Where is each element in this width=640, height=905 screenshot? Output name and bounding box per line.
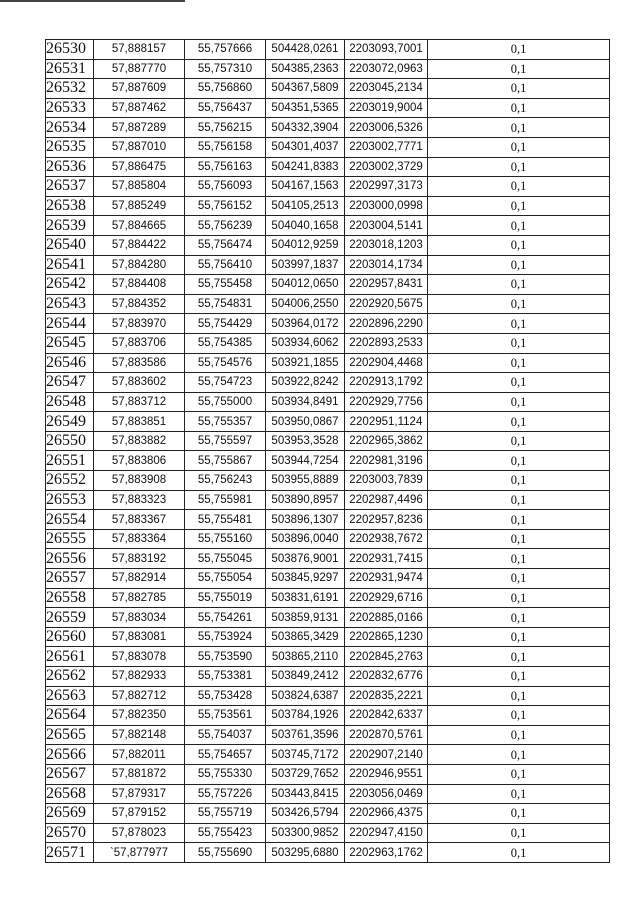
point-number-cell: 26539	[46, 216, 94, 236]
x-coordinate-cell: 503831,6191	[266, 588, 345, 608]
y-coordinate-cell: 2202885,0166	[345, 608, 428, 628]
latitude-cell: 57,883908	[94, 471, 185, 491]
point-number-cell: 26560	[46, 627, 94, 647]
longitude-cell: 55,756163	[185, 157, 266, 177]
x-coordinate-cell: 503443,8415	[266, 784, 345, 804]
accuracy-cell: 0,1	[428, 843, 610, 863]
latitude-cell: 57,883586	[94, 353, 185, 373]
longitude-cell: 55,756152	[185, 196, 266, 216]
longitude-cell: 55,756437	[185, 98, 266, 118]
point-number-cell: 26564	[46, 706, 94, 726]
table-row	[46, 216, 610, 236]
latitude-cell: 57,882148	[94, 725, 185, 745]
x-coordinate-cell: 503865,2110	[266, 647, 345, 667]
accuracy-cell: 0,1	[428, 294, 610, 314]
longitude-cell: 55,755597	[185, 431, 266, 451]
table-row	[46, 98, 610, 118]
table-row	[46, 647, 610, 667]
x-coordinate-cell: 503865,3429	[266, 627, 345, 647]
table-row	[46, 569, 610, 589]
longitude-cell: 55,755330	[185, 764, 266, 784]
point-number-cell: 26538	[46, 196, 94, 216]
y-coordinate-cell: 2202938,7672	[345, 529, 428, 549]
y-coordinate-cell: 2203004,5141	[345, 216, 428, 236]
longitude-cell: 55,755458	[185, 275, 266, 295]
accuracy-cell: 0,1	[428, 490, 610, 510]
latitude-cell: 57,883081	[94, 627, 185, 647]
table-row	[46, 686, 610, 706]
latitude-cell: 57,884280	[94, 255, 185, 275]
table-row	[46, 157, 610, 177]
accuracy-cell: 0,1	[428, 333, 610, 353]
point-number-cell: 26550	[46, 431, 94, 451]
y-coordinate-cell: 2202896,2290	[345, 314, 428, 334]
table-row	[46, 196, 610, 216]
longitude-cell: 55,754037	[185, 725, 266, 745]
table-row	[46, 843, 610, 863]
x-coordinate-cell: 504012,9259	[266, 235, 345, 255]
point-number-cell: 26557	[46, 569, 94, 589]
accuracy-cell: 0,1	[428, 353, 610, 373]
latitude-cell: 57,887609	[94, 79, 185, 99]
point-number-cell: 26549	[46, 412, 94, 432]
accuracy-cell: 0,1	[428, 823, 610, 843]
x-coordinate-cell: 504351,5365	[266, 98, 345, 118]
longitude-cell: 55,754429	[185, 314, 266, 334]
y-coordinate-cell: 2202893,2533	[345, 333, 428, 353]
latitude-cell: 57,888157	[94, 40, 185, 60]
x-coordinate-cell: 503953,3528	[266, 431, 345, 451]
y-coordinate-cell: 2202929,6716	[345, 588, 428, 608]
y-coordinate-cell: 2203056,0469	[345, 784, 428, 804]
latitude-cell: 57,882785	[94, 588, 185, 608]
accuracy-cell: 0,1	[428, 510, 610, 530]
table-row	[46, 294, 610, 314]
latitude-cell: 57,883970	[94, 314, 185, 334]
latitude-cell: 57,885249	[94, 196, 185, 216]
table-row	[46, 745, 610, 765]
table-row	[46, 588, 610, 608]
x-coordinate-cell: 504040,1658	[266, 216, 345, 236]
longitude-cell: 55,756474	[185, 235, 266, 255]
latitude-cell: 57,883192	[94, 549, 185, 569]
latitude-cell: 57,879152	[94, 804, 185, 824]
latitude-cell: 57,883706	[94, 333, 185, 353]
table-row	[46, 373, 610, 393]
point-number-cell: 26532	[46, 79, 94, 99]
table-row	[46, 177, 610, 197]
x-coordinate-cell: 503859,9131	[266, 608, 345, 628]
latitude-cell: 57,878023	[94, 823, 185, 843]
point-number-cell: 26555	[46, 529, 94, 549]
table-row	[46, 451, 610, 471]
table-row	[46, 137, 610, 157]
longitude-cell: 55,753561	[185, 706, 266, 726]
accuracy-cell: 0,1	[428, 569, 610, 589]
longitude-cell: 55,757226	[185, 784, 266, 804]
accuracy-cell: 0,1	[428, 627, 610, 647]
longitude-cell: 55,754261	[185, 608, 266, 628]
y-coordinate-cell: 2202865,1230	[345, 627, 428, 647]
y-coordinate-cell: 2203006,5326	[345, 118, 428, 138]
accuracy-cell: 0,1	[428, 177, 610, 197]
y-coordinate-cell: 2203072,0963	[345, 59, 428, 79]
table-row	[46, 79, 610, 99]
y-coordinate-cell: 2203019,9004	[345, 98, 428, 118]
x-coordinate-cell: 503876,9001	[266, 549, 345, 569]
y-coordinate-cell: 2203002,3729	[345, 157, 428, 177]
y-coordinate-cell: 2202920,5675	[345, 294, 428, 314]
point-number-cell: 26531	[46, 59, 94, 79]
accuracy-cell: 0,1	[428, 235, 610, 255]
latitude-cell: 57,884665	[94, 216, 185, 236]
longitude-cell: 55,753428	[185, 686, 266, 706]
accuracy-cell: 0,1	[428, 471, 610, 491]
point-number-cell: 26546	[46, 353, 94, 373]
point-number-cell: 26558	[46, 588, 94, 608]
accuracy-cell: 0,1	[428, 764, 610, 784]
table-row	[46, 608, 610, 628]
x-coordinate-cell: 504332,3904	[266, 118, 345, 138]
point-number-cell: 26537	[46, 177, 94, 197]
x-coordinate-cell: 503896,1307	[266, 510, 345, 530]
accuracy-cell: 0,1	[428, 373, 610, 393]
point-number-cell: 26545	[46, 333, 94, 353]
longitude-cell: 55,753590	[185, 647, 266, 667]
point-number-cell: 26565	[46, 725, 94, 745]
y-coordinate-cell: 2202904,4468	[345, 353, 428, 373]
longitude-cell: 55,755481	[185, 510, 266, 530]
point-number-cell: 26548	[46, 392, 94, 412]
x-coordinate-cell: 504301,4037	[266, 137, 345, 157]
longitude-cell: 55,755719	[185, 804, 266, 824]
latitude-cell: 57,882011	[94, 745, 185, 765]
latitude-cell: 57,883712	[94, 392, 185, 412]
table-row	[46, 725, 610, 745]
longitude-cell: 55,756239	[185, 216, 266, 236]
x-coordinate-cell: 503426,5794	[266, 804, 345, 824]
accuracy-cell: 0,1	[428, 588, 610, 608]
longitude-cell: 55,756860	[185, 79, 266, 99]
latitude-cell: 57,883078	[94, 647, 185, 667]
x-coordinate-cell: 503921,1855	[266, 353, 345, 373]
accuracy-cell: 0,1	[428, 98, 610, 118]
latitude-cell: 57,882350	[94, 706, 185, 726]
table-row	[46, 549, 610, 569]
longitude-cell: 55,754385	[185, 333, 266, 353]
x-coordinate-cell: 504105,2513	[266, 196, 345, 216]
table-row	[46, 314, 610, 334]
longitude-cell: 55,756410	[185, 255, 266, 275]
accuracy-cell: 0,1	[428, 549, 610, 569]
table-row	[46, 235, 610, 255]
y-coordinate-cell: 2202957,8431	[345, 275, 428, 295]
table-row	[46, 529, 610, 549]
latitude-cell: 57,884408	[94, 275, 185, 295]
accuracy-cell: 0,1	[428, 745, 610, 765]
accuracy-cell: 0,1	[428, 706, 610, 726]
x-coordinate-cell: 503745,7172	[266, 745, 345, 765]
y-coordinate-cell: 2202913,1792	[345, 373, 428, 393]
accuracy-cell: 0,1	[428, 725, 610, 745]
x-coordinate-cell: 503896,0040	[266, 529, 345, 549]
x-coordinate-cell: 504006,2550	[266, 294, 345, 314]
point-number-cell: 26541	[46, 255, 94, 275]
point-number-cell: 26542	[46, 275, 94, 295]
x-coordinate-cell: 503922,8242	[266, 373, 345, 393]
accuracy-cell: 0,1	[428, 804, 610, 824]
accuracy-cell: 0,1	[428, 216, 610, 236]
y-coordinate-cell: 2202965,3862	[345, 431, 428, 451]
longitude-cell: 55,754723	[185, 373, 266, 393]
accuracy-cell: 0,1	[428, 667, 610, 687]
longitude-cell: 55,756243	[185, 471, 266, 491]
x-coordinate-cell: 504012,0650	[266, 275, 345, 295]
accuracy-cell: 0,1	[428, 451, 610, 471]
x-coordinate-cell: 503729,7652	[266, 764, 345, 784]
point-number-cell: 26533	[46, 98, 94, 118]
accuracy-cell: 0,1	[428, 275, 610, 295]
latitude-cell: 57,882933	[94, 667, 185, 687]
point-number-cell: 26552	[46, 471, 94, 491]
table-row	[46, 40, 610, 60]
y-coordinate-cell: 2202907,2140	[345, 745, 428, 765]
table-row	[46, 667, 610, 687]
table-row	[46, 471, 610, 491]
y-coordinate-cell: 2202931,9474	[345, 569, 428, 589]
longitude-cell: 55,753381	[185, 667, 266, 687]
point-number-cell: 26544	[46, 314, 94, 334]
y-coordinate-cell: 2203018,1203	[345, 235, 428, 255]
table-row	[46, 275, 610, 295]
latitude-cell: 57,884422	[94, 235, 185, 255]
latitude-cell: 57,883367	[94, 510, 185, 530]
table-row	[46, 118, 610, 138]
latitude-cell: 57,883882	[94, 431, 185, 451]
table-row	[46, 510, 610, 530]
x-coordinate-cell: 503295,6880	[266, 843, 345, 863]
latitude-cell: 57,883364	[94, 529, 185, 549]
point-number-cell: 26543	[46, 294, 94, 314]
table-row	[46, 353, 610, 373]
y-coordinate-cell: 2202997,3173	[345, 177, 428, 197]
x-coordinate-cell: 503890,8957	[266, 490, 345, 510]
longitude-cell: 55,755160	[185, 529, 266, 549]
latitude-cell: 57,883602	[94, 373, 185, 393]
table-row	[46, 784, 610, 804]
x-coordinate-cell: 503849,2412	[266, 667, 345, 687]
accuracy-cell: 0,1	[428, 118, 610, 138]
coordinates-table	[45, 39, 610, 863]
table-row	[46, 823, 610, 843]
accuracy-cell: 0,1	[428, 137, 610, 157]
longitude-cell: 55,754576	[185, 353, 266, 373]
y-coordinate-cell: 2202963,1762	[345, 843, 428, 863]
x-coordinate-cell: 503997,1837	[266, 255, 345, 275]
point-number-cell: 26535	[46, 137, 94, 157]
x-coordinate-cell: 504367,5809	[266, 79, 345, 99]
point-number-cell: 26559	[46, 608, 94, 628]
longitude-cell: 55,755000	[185, 392, 266, 412]
y-coordinate-cell: 2202929,7756	[345, 392, 428, 412]
accuracy-cell: 0,1	[428, 431, 610, 451]
point-number-cell: 26554	[46, 510, 94, 530]
y-coordinate-cell: 2202947,4150	[345, 823, 428, 843]
longitude-cell: 55,755357	[185, 412, 266, 432]
coordinates-table-body	[46, 40, 610, 863]
accuracy-cell: 0,1	[428, 647, 610, 667]
point-number-cell: 26571	[46, 843, 94, 863]
latitude-cell: 57,883806	[94, 451, 185, 471]
point-number-cell: 26568	[46, 784, 94, 804]
longitude-cell: 55,755423	[185, 823, 266, 843]
x-coordinate-cell: 503824,6387	[266, 686, 345, 706]
point-number-cell: 26556	[46, 549, 94, 569]
latitude-cell: 57,887770	[94, 59, 185, 79]
latitude-cell: 57,883034	[94, 608, 185, 628]
longitude-cell: 55,755981	[185, 490, 266, 510]
longitude-cell: 55,755690	[185, 843, 266, 863]
table-row	[46, 255, 610, 275]
point-number-cell: 26530	[46, 40, 94, 60]
y-coordinate-cell: 2202931,7415	[345, 549, 428, 569]
x-coordinate-cell: 504241,8383	[266, 157, 345, 177]
table-row	[46, 490, 610, 510]
longitude-cell: 55,755867	[185, 451, 266, 471]
point-number-cell: 26563	[46, 686, 94, 706]
latitude-cell: 57,882914	[94, 569, 185, 589]
y-coordinate-cell: 2202842,6337	[345, 706, 428, 726]
table-row	[46, 412, 610, 432]
latitude-cell: 57,883851	[94, 412, 185, 432]
x-coordinate-cell: 503784,1926	[266, 706, 345, 726]
x-coordinate-cell: 503964,0172	[266, 314, 345, 334]
accuracy-cell: 0,1	[428, 157, 610, 177]
accuracy-cell: 0,1	[428, 784, 610, 804]
longitude-cell: 55,755054	[185, 569, 266, 589]
point-number-cell: 26566	[46, 745, 94, 765]
table-row	[46, 333, 610, 353]
point-number-cell: 26534	[46, 118, 94, 138]
x-coordinate-cell: 504385,2363	[266, 59, 345, 79]
point-number-cell: 26562	[46, 667, 94, 687]
y-coordinate-cell: 2203014,1734	[345, 255, 428, 275]
point-number-cell: 26553	[46, 490, 94, 510]
y-coordinate-cell: 2203093,7001	[345, 40, 428, 60]
accuracy-cell: 0,1	[428, 196, 610, 216]
y-coordinate-cell: 2202946,9551	[345, 764, 428, 784]
point-number-cell: 26570	[46, 823, 94, 843]
point-number-cell: 26547	[46, 373, 94, 393]
longitude-cell: 55,757310	[185, 59, 266, 79]
latitude-cell: 57,887462	[94, 98, 185, 118]
accuracy-cell: 0,1	[428, 40, 610, 60]
table-row	[46, 431, 610, 451]
x-coordinate-cell: 504167,1563	[266, 177, 345, 197]
latitude-cell: 57,879317	[94, 784, 185, 804]
x-coordinate-cell: 503934,6062	[266, 333, 345, 353]
table-row	[46, 804, 610, 824]
accuracy-cell: 0,1	[428, 608, 610, 628]
accuracy-cell: 0,1	[428, 392, 610, 412]
point-number-cell: 26551	[46, 451, 94, 471]
y-coordinate-cell: 2202981,3196	[345, 451, 428, 471]
x-coordinate-cell: 503300,9852	[266, 823, 345, 843]
longitude-cell: 55,754657	[185, 745, 266, 765]
longitude-cell: 55,755045	[185, 549, 266, 569]
y-coordinate-cell: 2202951,1124	[345, 412, 428, 432]
table-row	[46, 627, 610, 647]
longitude-cell: 55,757666	[185, 40, 266, 60]
table-row	[46, 706, 610, 726]
x-coordinate-cell: 503944,7254	[266, 451, 345, 471]
y-coordinate-cell: 2203002,7771	[345, 137, 428, 157]
x-coordinate-cell: 503955,8889	[266, 471, 345, 491]
latitude-cell: 57,881872	[94, 764, 185, 784]
latitude-cell: 57,887010	[94, 137, 185, 157]
accuracy-cell: 0,1	[428, 59, 610, 79]
point-number-cell: 26536	[46, 157, 94, 177]
table-row	[46, 59, 610, 79]
y-coordinate-cell: 2202845,2763	[345, 647, 428, 667]
latitude-cell: 57,887289	[94, 118, 185, 138]
table-row	[46, 764, 610, 784]
latitude-cell: 57,884352	[94, 294, 185, 314]
x-coordinate-cell: 503761,3596	[266, 725, 345, 745]
x-coordinate-cell: 503934,8491	[266, 392, 345, 412]
latitude-cell: 57,882712	[94, 686, 185, 706]
y-coordinate-cell: 2202835,2221	[345, 686, 428, 706]
longitude-cell: 55,756158	[185, 137, 266, 157]
accuracy-cell: 0,1	[428, 314, 610, 334]
accuracy-cell: 0,1	[428, 529, 610, 549]
x-coordinate-cell: 503950,0867	[266, 412, 345, 432]
latitude-cell: `57,877977	[94, 843, 185, 863]
latitude-cell: 57,885804	[94, 177, 185, 197]
accuracy-cell: 0,1	[428, 412, 610, 432]
longitude-cell: 55,755019	[185, 588, 266, 608]
y-coordinate-cell: 2202832,6776	[345, 667, 428, 687]
longitude-cell: 55,756215	[185, 118, 266, 138]
y-coordinate-cell: 2203045,2134	[345, 79, 428, 99]
y-coordinate-cell: 2202966,4375	[345, 804, 428, 824]
latitude-cell: 57,886475	[94, 157, 185, 177]
longitude-cell: 55,756093	[185, 177, 266, 197]
header-rule	[0, 0, 185, 2]
longitude-cell: 55,754831	[185, 294, 266, 314]
y-coordinate-cell: 2202987,4496	[345, 490, 428, 510]
accuracy-cell: 0,1	[428, 686, 610, 706]
x-coordinate-cell: 504428,0261	[266, 40, 345, 60]
accuracy-cell: 0,1	[428, 255, 610, 275]
accuracy-cell: 0,1	[428, 79, 610, 99]
point-number-cell: 26567	[46, 764, 94, 784]
y-coordinate-cell: 2203000,0998	[345, 196, 428, 216]
y-coordinate-cell: 2202870,5761	[345, 725, 428, 745]
latitude-cell: 57,883323	[94, 490, 185, 510]
point-number-cell: 26569	[46, 804, 94, 824]
y-coordinate-cell: 2202957,8236	[345, 510, 428, 530]
x-coordinate-cell: 503845,9297	[266, 569, 345, 589]
point-number-cell: 26561	[46, 647, 94, 667]
longitude-cell: 55,753924	[185, 627, 266, 647]
table-row	[46, 392, 610, 412]
y-coordinate-cell: 2203003,7839	[345, 471, 428, 491]
point-number-cell: 26540	[46, 235, 94, 255]
